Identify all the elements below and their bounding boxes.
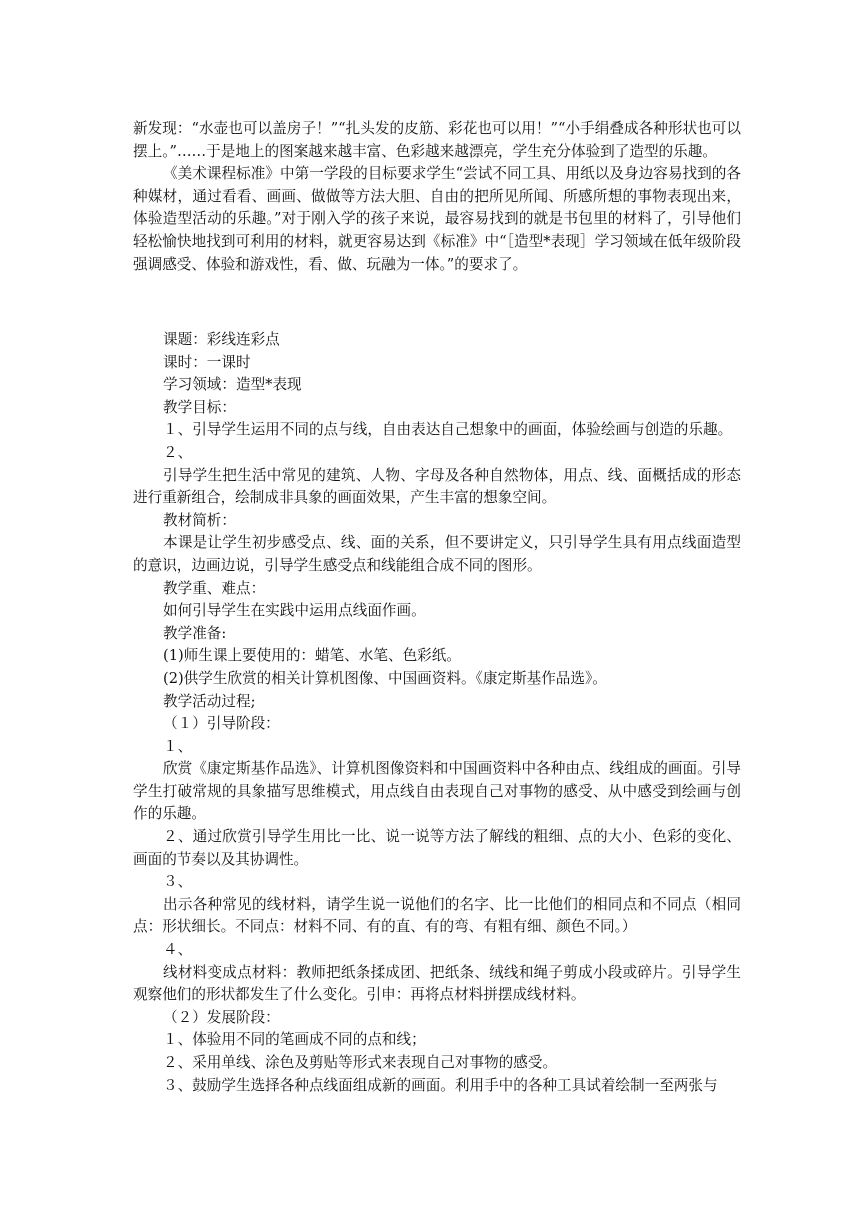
intro-section — [133, 118, 741, 276]
goal-2-text: 引导学生把生活中常见的建筑、人物、字母及各种自然物体，用点、线、面概括成的形态进行重新组合，绘制成非具象的画面效果，产生丰富的想象空间。 — [133, 466, 741, 507]
stage-2-step-3: ３、鼓励学生选择各种点线面组成新的画面。利用手中的各种工具试着绘制一至两张与 — [163, 1076, 718, 1094]
key-points-text: 如何引导学生在实践中运用点线面作画。 — [163, 602, 426, 620]
lesson-period: 课时：一课时 — [163, 353, 251, 371]
key-points-heading: 教学重、难点： — [163, 579, 266, 597]
stage-1-step-1-number: １、 — [163, 737, 193, 755]
stage-1-step-3-text: 出示各种常见的线材料，请学生说一说他们的名字、比一比他们的相同点和不同点（相同点：形状细长。不同点：材料不同、有的直、有的弯、有粗有细、颜色不同。） — [133, 895, 741, 936]
analysis-text: 本课是让学生初步感受点、线、面的关系，但不要讲定义，只引导学生具有用点线面造型的意识，边画边说，引导学生感受点和线能组合成不同的图形。 — [133, 534, 741, 574]
goal-1: １、引导学生运用不同的点与线，自由表达自己想象中的画面，体验绘画与创造的乐趣。 — [163, 421, 733, 439]
intro-paragraph-1: 新发现：“水壶也可以盖房子！”“扎头发的皮筋、彩花也可以用！”“小手绢叠成各种形状也可以摆上。”……于是地上的图案越来越丰富、色彩越来越漂亮，学生充分体验到了造型的乐趣。 — [133, 120, 741, 160]
stage-1-step-4-text: 线材料变成点材料：教师把纸条揉成团、把纸条、绒线和绳子剪成小段或碎片。引导学生观察他们的形状都发生了什么变化。引申：再将点材料拼摆成线材料。 — [133, 963, 741, 1004]
stage-2-step-1: １、体验用不同的笔画成不同的点和线； — [163, 1031, 426, 1049]
preparation-item-2: (2)供学生欣赏的相关计算机图像、中国画资料。《康定斯基作品选》。 — [163, 669, 607, 687]
analysis-heading: 教材简析： — [163, 511, 236, 529]
lesson-plan-section — [133, 329, 741, 1097]
goals-heading: 教学目标： — [163, 398, 236, 416]
stage-1-step-2: ２、通过欣赏引导学生用比一比、说一说等方法了解线的粗细、点的大小、色彩的变化、画面的节奏以及其协调性。 — [133, 828, 741, 868]
stage-1-heading: （１）引导阶段： — [163, 715, 280, 733]
process-heading: 教学活动过程; — [163, 692, 256, 710]
preparation-heading: 教学准备: — [163, 624, 227, 642]
stage-2-heading: （２）发展阶段： — [163, 1008, 280, 1026]
goal-2-number: ２、 — [163, 443, 193, 461]
stage-2-step-2: ２、采用单线、涂色及剪贴等形式来表现自己对事物的感受。 — [163, 1054, 558, 1071]
preparation-item-1: (1)师生课上要使用的：蜡笔、水笔、色彩纸。 — [163, 647, 461, 665]
stage-1-step-4-number: ４、 — [163, 941, 193, 959]
intro-paragraph-2: 《美术课程标准》中第一学段的目标要求学生“尝试不同工具、用纸以及身边容易找到的各种媒材，通过看看、画画、做做等方法大胆、自由的把所见所闻、所感所想的事物表现出来，体验造型活动的乐趣。”对于刚入学的孩子来说，最容易找到的就是书包里的材料了，引导他们轻松愉快地找到可利用的材料，就更容易达到《标准》中“［造型*表现］学习领域在低年级阶段强调感受、体验和游戏性，看、做、玩融为一体。”的要求了。 — [133, 165, 741, 273]
stage-1-step-3-number: ３、 — [163, 873, 193, 891]
lesson-domain: 学习领域：造型*表现 — [163, 376, 302, 394]
lesson-topic: 课题：彩线连彩点 — [163, 331, 280, 348]
stage-1-step-1-text: 欣赏《康定斯基作品选》、计算机图像资料和中国画资料中各种由点、线组成的画面。引导学生打破常规的具象描写思维模式，用点线自由表现自己对事物的感受、从中感受到绘画与创作的乐趣。 — [133, 760, 741, 823]
